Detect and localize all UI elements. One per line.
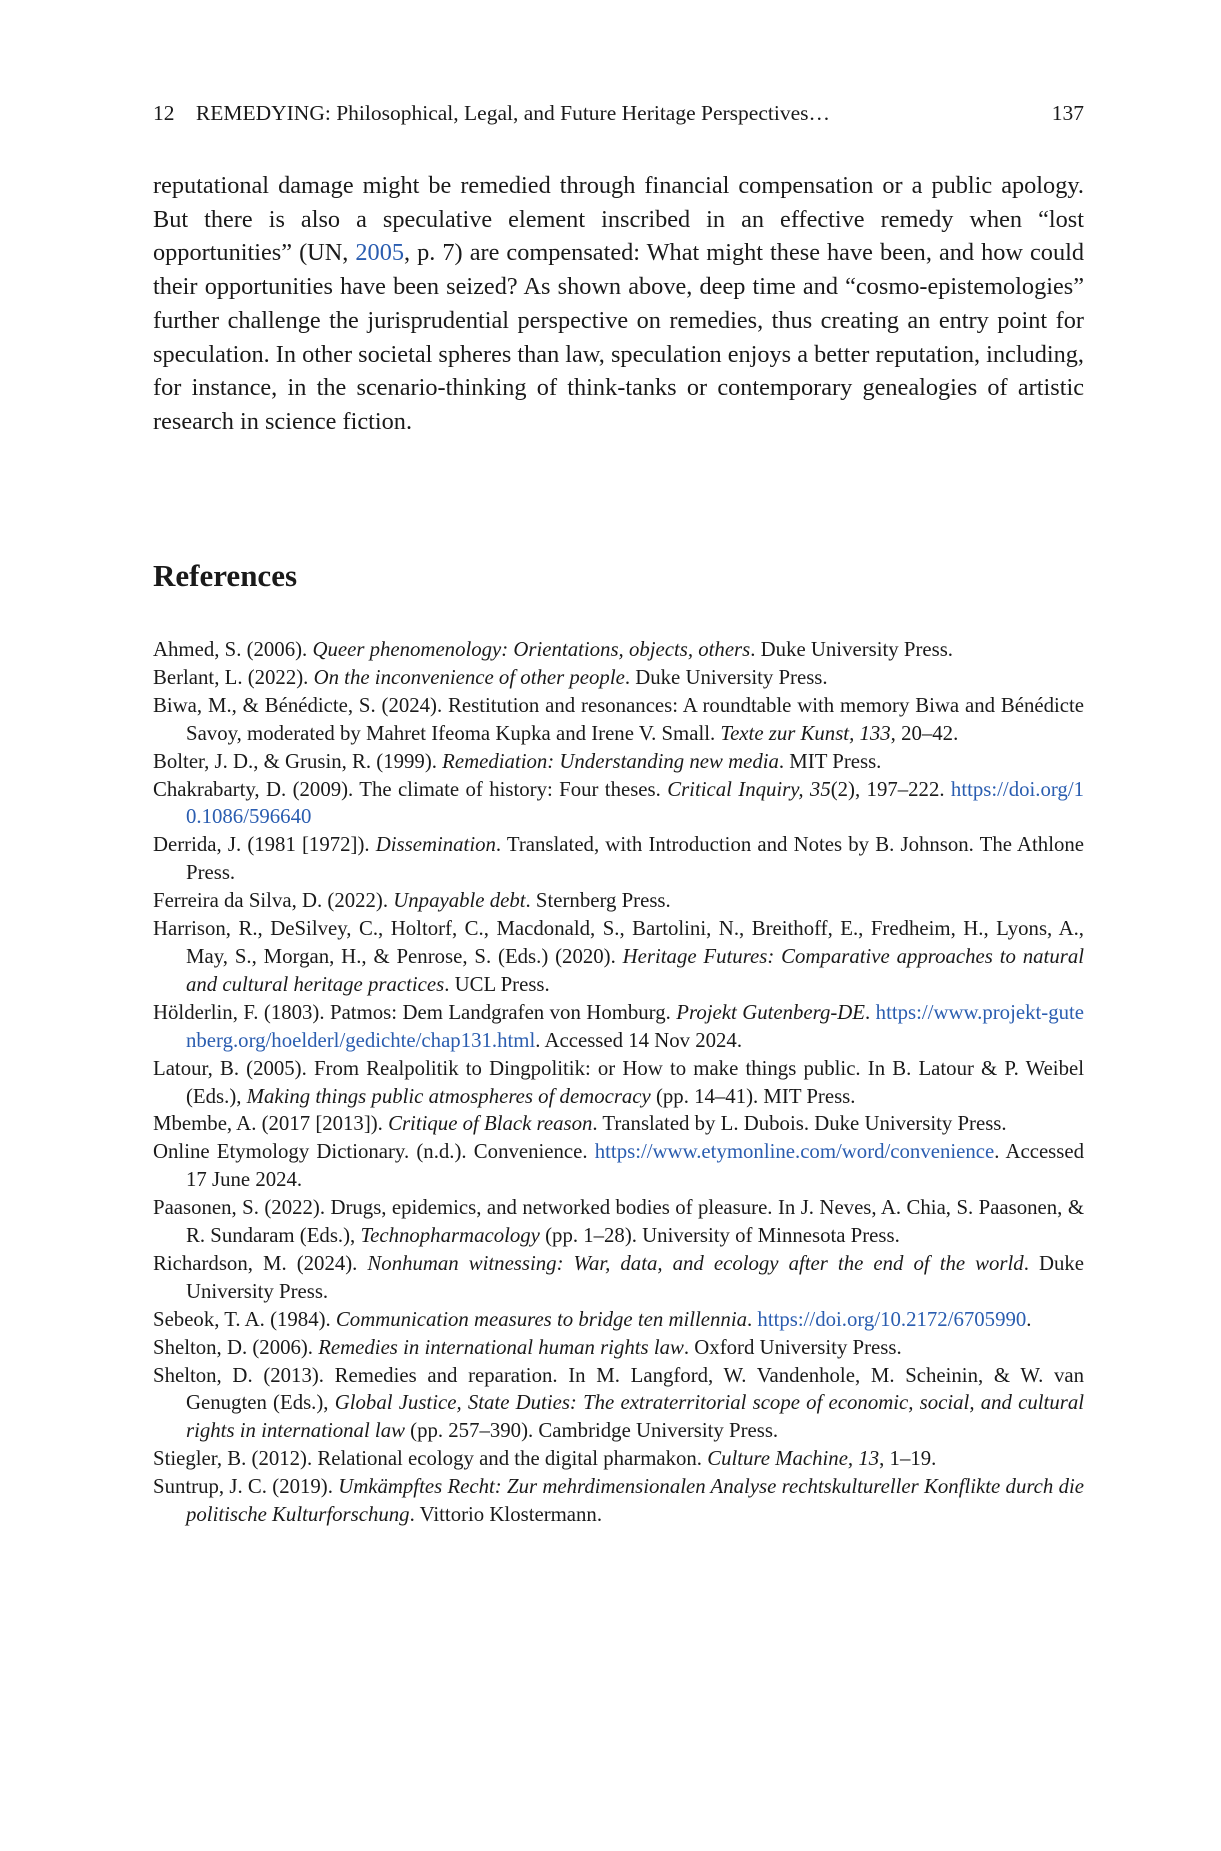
reference-title: Nonhuman witnessing: War, data, and ecology after the end of the world — [367, 1251, 1024, 1275]
reference-item — [153, 1055, 1084, 1111]
reference-text: Sebeok, T. A. (1984). — [153, 1307, 336, 1331]
references-heading: References — [153, 558, 298, 593]
reference-item — [153, 887, 1084, 915]
reference-text: Bolter, J. D., & Grusin, R. (1999). — [153, 749, 443, 773]
reference-title: Critique of Black reason — [388, 1112, 593, 1136]
reference-item — [153, 1334, 1084, 1362]
reference-text: Shelton, D. (2006). — [153, 1335, 319, 1359]
reference-item — [153, 636, 1084, 664]
reference-title: Unpayable debt — [393, 889, 526, 913]
reference-text: (pp. 1–28). University of Minnesota Press. — [539, 1224, 900, 1248]
reference-title: Making things public atmospheres of democracy — [246, 1084, 651, 1108]
reference-item — [153, 748, 1084, 776]
reference-text: . Duke University Press. — [750, 638, 953, 661]
reference-item — [153, 831, 1084, 887]
reference-item — [153, 915, 1084, 999]
reference-item — [153, 1362, 1084, 1446]
reference-text: (2), 197–222. — [830, 777, 951, 801]
reference-link[interactable]: https://doi.org/10.2172/6705990 — [757, 1307, 1027, 1331]
reference-title: Heritage Futures: Comparative approaches to natural and cultural heritage practices — [186, 944, 1084, 996]
reference-text: . Accessed 17 June 2024. — [186, 1140, 1084, 1192]
reference-text: Hölderlin, F. (1803). Patmos: Dem Landgrafen von Homburg. — [153, 1000, 677, 1024]
reference-text: Ferreira da Silva, D. (2022). — [153, 889, 394, 913]
reference-text: Paasonen, S. (2022). Drugs, epidemics, and networked bodies of pleasure. In J. Neves, A. Chia, S. Paasonen, & R. Sundaram (Eds.), — [153, 1196, 1084, 1248]
body-text-part-1: reputational damage might be remedied through financial compensation or a public apology. But there is also a speculative element inscribed in an effective remedy when “lost opportunities” (UN, — [153, 172, 1084, 267]
reference-title: Remedies in international human rights law — [318, 1335, 684, 1359]
reference-text: Harrison, R., DeSilvey, C., Holtorf, C., Macdonald, S., Bartolini, N., Breithoff, E., Fredheim, H., Lyons, A., May, S., Morgan, H., & Penrose, S. (Eds.) (2020). — [153, 917, 1084, 968]
reference-text: . Duke University Press. — [186, 1251, 1085, 1303]
reference-title: Queer phenomenology: Orientations, objects, others — [312, 638, 751, 661]
reference-text: , 20–42. — [890, 721, 959, 745]
reference-item — [153, 776, 1084, 832]
reference-item — [153, 1473, 1084, 1529]
reference-title: Umkämpftes Recht: Zur mehrdimensionalen Analyse rechtskultureller Konflikte durch die politische Kulturforschung — [186, 1475, 1084, 1527]
reference-item — [153, 1445, 1084, 1473]
reference-title: Critical Inquiry, 35 — [667, 777, 831, 801]
reference-text: Biwa, M., & Bénédicte, S. (2024). Restitution and resonances: A roundtable with memory Biwa and Bénédicte Savoy, moderated by Mahret Ifeoma Kupka and Irene V. Small. — [153, 693, 1084, 745]
reference-item — [153, 999, 1084, 1055]
reference-item — [153, 1306, 1084, 1334]
reference-text: . Duke University Press. — [624, 665, 828, 689]
citation-link[interactable]: 2005 — [355, 239, 404, 267]
reference-item — [153, 1250, 1084, 1306]
reference-text: . Oxford University Press. — [683, 1335, 902, 1359]
reference-text: . Sternberg Press. — [525, 889, 671, 913]
chapter-number: 12 — [153, 101, 175, 125]
references-list — [153, 636, 1084, 1529]
running-title-group — [153, 99, 830, 127]
reference-text: Stiegler, B. (2012). Relational ecology and the digital pharmakon. — [153, 1447, 708, 1471]
reference-item — [153, 664, 1084, 692]
body-paragraph — [153, 169, 1084, 439]
reference-item — [153, 1138, 1084, 1194]
reference-title: Remediation: Understanding new media — [442, 749, 779, 773]
reference-text: . — [747, 1307, 758, 1331]
reference-item — [153, 692, 1084, 748]
reference-title: Dissemination — [375, 833, 496, 857]
reference-text: . Accessed 14 Nov 2024. — [535, 1028, 743, 1052]
reference-text: , 1–19. — [879, 1447, 937, 1471]
reference-text: (pp. 14–41). MIT Press. — [650, 1084, 856, 1108]
reference-text: . UCL Press. — [444, 972, 550, 996]
reference-text: Chakrabarty, D. (2009). The climate of history: Four theses. — [153, 777, 668, 801]
reference-text: Derrida, J. (1981 [1972]). — [153, 833, 376, 857]
reference-text: . Vittorio Klostermann. — [409, 1503, 603, 1527]
reference-text: Mbembe, A. (2017 [2013]). — [153, 1112, 389, 1136]
body-text-part-2: , p. 7) are compensated: What might these have been, and how could their opportunities have been seized? As shown above, deep time and “cosmo-epistemologies” further challenge the jurisprudential perspective on remedies, thus creating an entry point for speculation. In other societal spheres than law, speculation enjoys a better reputation, including, for instance, in the scenario-thinking of think-tanks or contemporary genealogies of artistic research in science fiction. — [153, 239, 1084, 435]
reference-text: Online Etymology Dictionary. (n.d.). Convenience. — [153, 1140, 595, 1164]
reference-text: Richardson, M. (2024). — [153, 1251, 368, 1275]
page-number: 137 — [1051, 101, 1084, 125]
reference-title: Global Justice, State Duties: The extraterritorial scope of economic, social, and cultural rights in international law — [186, 1391, 1084, 1443]
reference-text: . — [865, 1000, 876, 1024]
running-title: REMEDYING: Philosophical, Legal, and Future Heritage Perspectives… — [195, 101, 830, 125]
reference-link[interactable]: https://www.etymonline.com/word/convenience — [594, 1140, 995, 1164]
reference-text: . — [1026, 1307, 1032, 1331]
reference-title: Projekt Gutenberg-DE — [676, 1000, 866, 1024]
reference-link[interactable]: https://doi.org/10.1086/596640 — [186, 777, 1084, 829]
reference-text: Ahmed, S. (2006). — [153, 638, 313, 661]
reference-text: . MIT Press. — [778, 749, 882, 773]
reference-title: Texte zur Kunst, 133 — [720, 721, 891, 745]
reference-text: Latour, B. (2005). From Realpolitik to Dingpolitik: or How to make things public. In B. Latour & P. Weibel (Eds.), — [153, 1056, 1084, 1108]
reference-title: Communication measures to bridge ten millennia — [335, 1307, 748, 1331]
reference-title: Technopharmacology — [360, 1224, 540, 1248]
reference-text: . Translated by L. Dubois. Duke University Press. — [592, 1112, 1007, 1136]
reference-text: . Translated, with Introduction and Notes by B. Johnson. The Athlone Press. — [186, 833, 1084, 885]
reference-text: (pp. 257–390). Cambridge University Press. — [404, 1419, 779, 1443]
reference-item — [153, 1110, 1084, 1138]
reference-item — [153, 1194, 1084, 1250]
running-header — [153, 99, 1084, 127]
reference-title: On the inconvenience of other people — [313, 665, 625, 689]
reference-title: Culture Machine, 13 — [707, 1447, 880, 1471]
reference-text: Shelton, D. (2013). Remedies and reparation. In M. Langford, W. Vandenhole, M. Scheinin, & W. van Genugten (Eds.), — [153, 1363, 1084, 1415]
reference-text: Suntrup, J. C. (2019). — [153, 1475, 339, 1499]
reference-link[interactable]: https://www.projekt-gutenberg.org/hoelderl/gedichte/chap131.html — [186, 1000, 1084, 1052]
reference-text: Berlant, L. (2022). — [153, 665, 314, 689]
